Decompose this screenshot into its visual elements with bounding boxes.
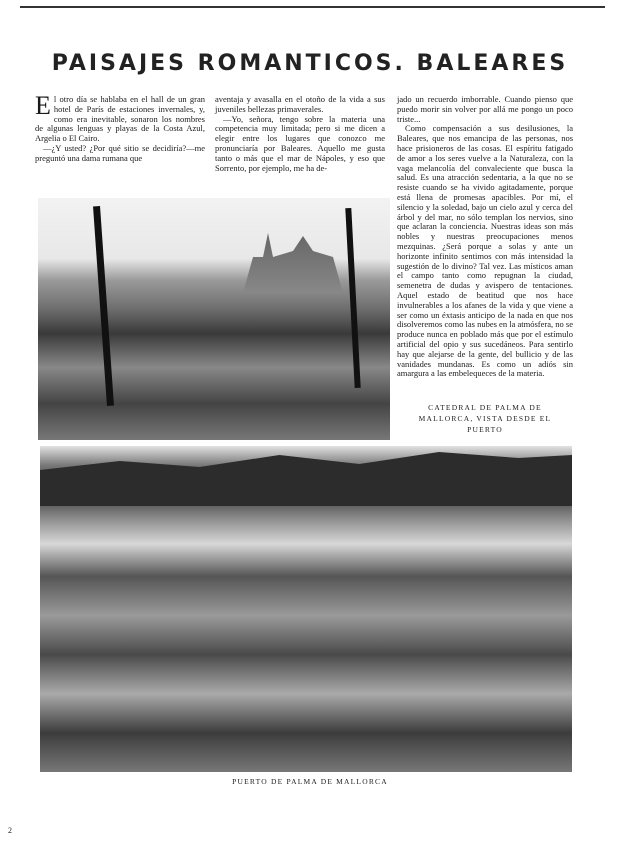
mountains — [40, 446, 572, 506]
article-column-3 — [397, 95, 573, 379]
boat-mast — [345, 208, 360, 388]
article-column-2 — [215, 95, 385, 173]
page-number: 2 — [8, 826, 12, 835]
paragraph-text: l otro día se hablaba en el hall de un gran hotel de París de estaciones invernales, y, como era inevitable, sonaron los nombres de algunas lenguas y playas de la Costa Azul, Argelia o El Cairo. — [35, 94, 205, 144]
paragraph — [35, 91, 205, 144]
paragraph: —Yo, señora, tengo sobre la materia una competencia muy limitada; pero si me dicen a elegir entre los lugares que conozco me pronunciaría por Baleares. Aquello me gusta tanto o más que el mar de Nápoles, y eso que Sorrento, por ejemplo, me ha de- — [215, 113, 385, 173]
top-rule — [20, 6, 605, 8]
photo-cathedral-palma — [38, 198, 390, 440]
paragraph: jado un recuerdo imborrable. Cuando pienso que puedo morir sin volver por allá me pongo un poco triste... — [397, 94, 573, 124]
paragraph: aventaja y avasalla en el otoño de la vida a sus juveniles bellezas primaverales. — [215, 94, 385, 114]
boat-mast — [93, 206, 114, 406]
photo-caption-cathedral: CATEDRAL DE PALMA DE MALLORCA, VISTA DESDE EL PUERTO — [418, 403, 552, 434]
drop-cap: E — [35, 91, 51, 120]
paragraph: —¿Y usted? ¿Por qué sitio se decidiría?—me preguntó una dama rumana que — [35, 142, 205, 163]
photo-port-palma — [40, 446, 572, 772]
article-title: PAISAJES ROMANTICOS. BALEARES — [51, 51, 569, 76]
paragraph: Como compensación a sus desilusiones, la Baleares, que nos emancipa de las personas, nos hace prisioneros de las cosas. El espíritu fatigado de amor a los seres vuelve a la Naturaleza, con la vaga melancolía del convaleciente que busca la salud. Es una atracción sedentaria, a la que no se resiste cuando se ha vivido agitadamente, porque está llena de promesas apacibles. Por mí, el silencio y la soledad, bajo un cielo azul y cerca del árbol y del mar, no sólo templan los nervios, sino que aclaran la conciencia. Nuestras ideas son más nobles y nuestras preocupaciones menos mezquinas. ¿Será porque a solas y ante un horizonte infinito sentimos con más intensidad la sugestión de lo divino? Tal vez. Las místicos aman el campo tanto como repugnan la ciudad, semenetra de dudas y avispero de tentaciones. Aquel estado de beatitud que nos hace invulnerables a los afanes de la vida y que viene a ser como un éxtasis anticipo de la nada en que nos disolveremos como las nubes en la atmósfera, no se produce nunca en poblado más que por el estímulo artificial del opio y sus sucedáneos. Para sentirlo hay que alejarse de la gente, del bullicio y de las vanidades mundanas. Es como un adiós sin amargura a las embelequeces de la materia. — [397, 123, 573, 379]
cathedral-silhouette — [243, 233, 343, 293]
photo-caption-port: PUERTO DE PALMA DE MALLORCA — [232, 777, 388, 786]
article-column-1 — [35, 91, 205, 164]
